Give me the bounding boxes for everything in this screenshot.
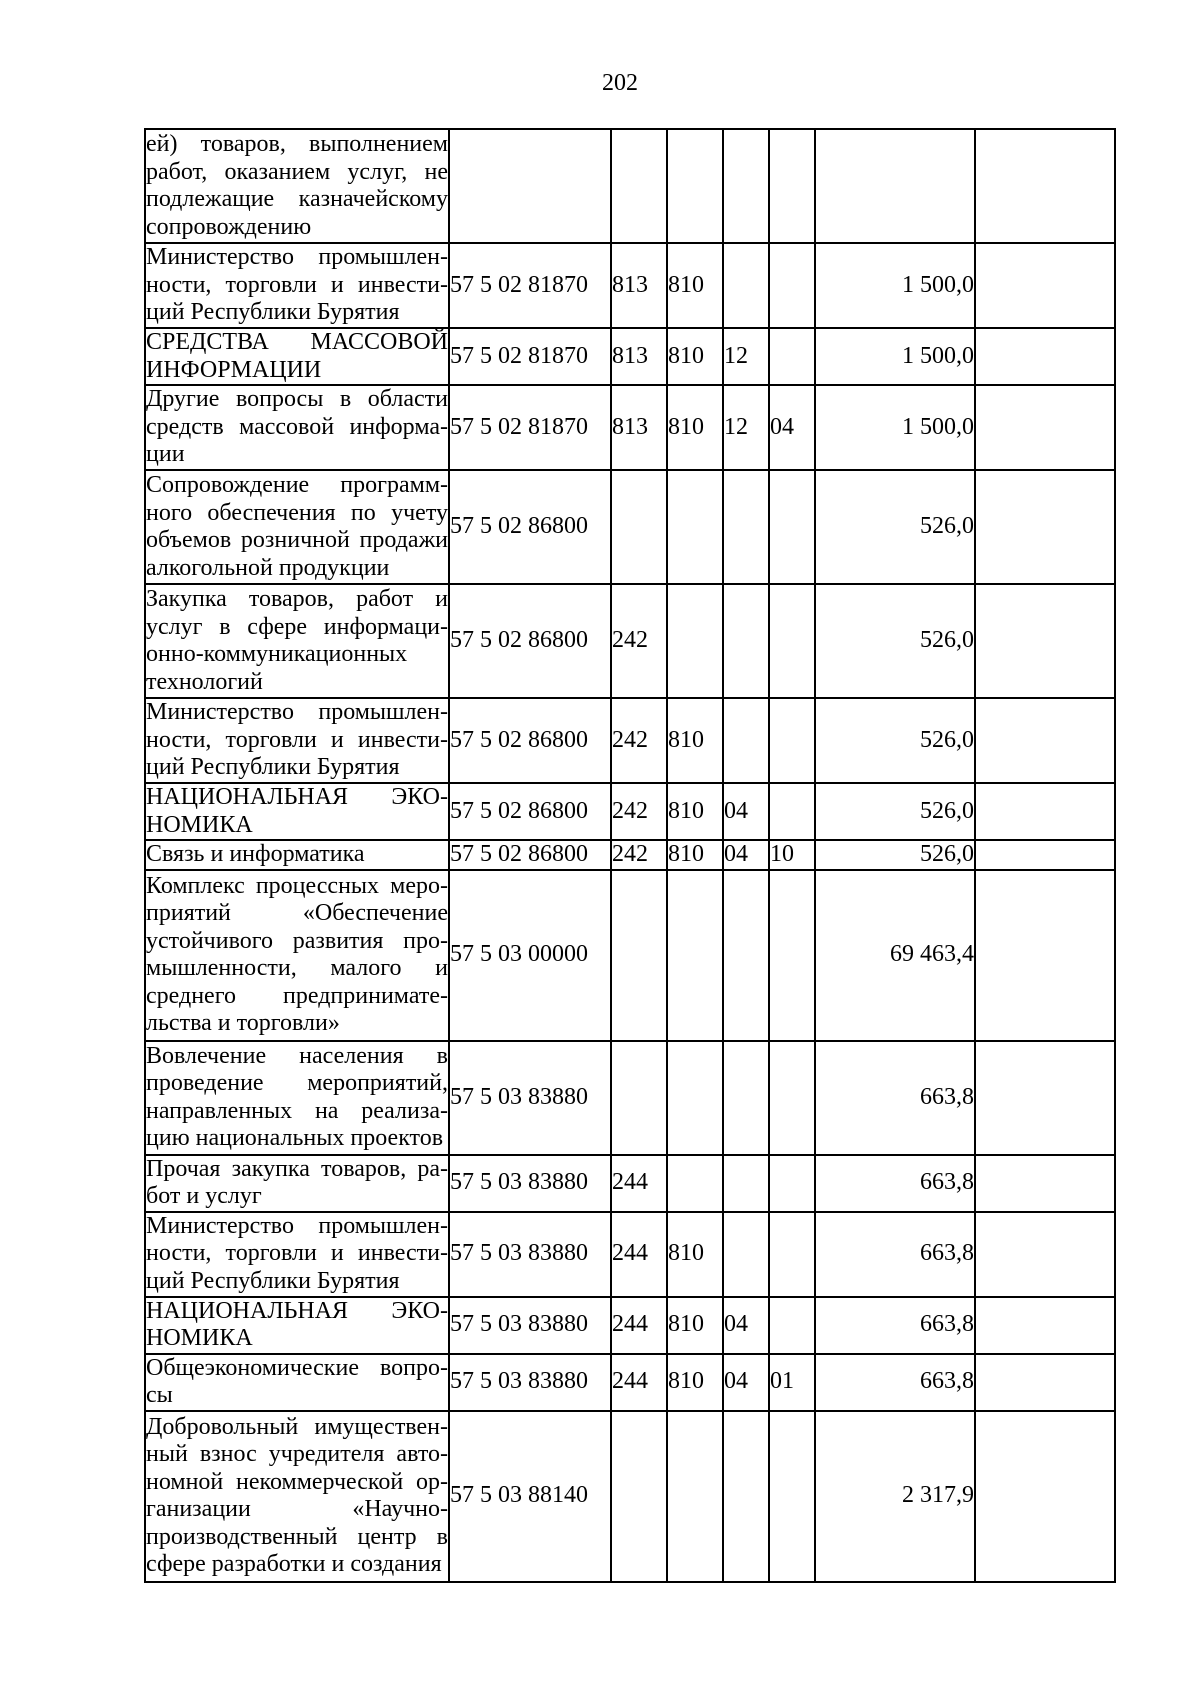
cell-section <box>723 870 769 1041</box>
cell-ministry-code <box>667 1411 723 1582</box>
cell-ministry-code: 810 <box>667 1354 723 1411</box>
cell-target-article: 57 5 02 86800 <box>449 470 611 584</box>
cell-expense-type: 242 <box>611 584 667 698</box>
cell-target-article: 57 5 03 83880 <box>449 1212 611 1297</box>
cell-name: Другие вопросы в области средств массовой информации <box>145 385 449 470</box>
cell-empty <box>975 1155 1115 1212</box>
cell-target-article: 57 5 02 86800 <box>449 698 611 783</box>
cell-section <box>723 470 769 584</box>
cell-empty <box>975 385 1115 470</box>
cell-empty <box>975 698 1115 783</box>
cell-empty <box>975 584 1115 698</box>
cell-amount: 526,0 <box>815 470 975 584</box>
cell-section: 04 <box>723 783 769 840</box>
table-row <box>145 129 1115 243</box>
cell-name: Закупка товаров, работ и услуг в сфере информационно-коммуникационных технологий <box>145 584 449 698</box>
cell-ministry-code <box>667 870 723 1041</box>
cell-ministry-code <box>667 1041 723 1155</box>
table-body <box>145 129 1115 1582</box>
cell-subsection: 10 <box>769 840 815 870</box>
cell-amount: 663,8 <box>815 1212 975 1297</box>
cell-amount: 663,8 <box>815 1354 975 1411</box>
cell-empty <box>975 870 1115 1041</box>
cell-amount: 663,8 <box>815 1155 975 1212</box>
cell-expense-type <box>611 1411 667 1582</box>
cell-name: Министерство промышленности, торговли и инвестиций Республики Бурятия <box>145 1212 449 1297</box>
cell-ministry-code: 810 <box>667 783 723 840</box>
cell-ministry-code: 810 <box>667 328 723 385</box>
cell-expense-type: 242 <box>611 698 667 783</box>
cell-target-article: 57 5 02 86800 <box>449 783 611 840</box>
budget-table <box>144 128 1116 1583</box>
cell-empty <box>975 129 1115 243</box>
cell-ministry-code <box>667 470 723 584</box>
table-row <box>145 243 1115 328</box>
cell-empty <box>975 243 1115 328</box>
cell-subsection <box>769 1155 815 1212</box>
cell-subsection <box>769 1411 815 1582</box>
cell-name: Сопровождение программного обеспечения по учету объемов розничной продажи алкогольной продукции <box>145 470 449 584</box>
cell-amount: 69 463,4 <box>815 870 975 1041</box>
cell-target-article: 57 5 03 83880 <box>449 1155 611 1212</box>
cell-empty <box>975 1411 1115 1582</box>
cell-target-article: 57 5 03 83880 <box>449 1354 611 1411</box>
cell-section <box>723 698 769 783</box>
cell-empty <box>975 840 1115 870</box>
cell-subsection <box>769 328 815 385</box>
cell-name: НАЦИОНАЛЬНАЯ ЭКОНОМИКА <box>145 1297 449 1354</box>
cell-subsection <box>769 1212 815 1297</box>
cell-target-article: 57 5 03 83880 <box>449 1297 611 1354</box>
cell-ministry-code <box>667 129 723 243</box>
table-row <box>145 470 1115 584</box>
cell-name: Вовлечение населения в проведение мероприятий, направленных на реализацию национальных проектов <box>145 1041 449 1155</box>
cell-expense-type: 813 <box>611 385 667 470</box>
page-number: 202 <box>602 70 638 96</box>
cell-subsection <box>769 129 815 243</box>
table-row <box>145 328 1115 385</box>
cell-amount: 526,0 <box>815 840 975 870</box>
table-row <box>145 1297 1115 1354</box>
cell-name: Связь и информатика <box>145 840 449 870</box>
cell-amount: 526,0 <box>815 783 975 840</box>
cell-expense-type <box>611 1041 667 1155</box>
cell-expense-type: 244 <box>611 1155 667 1212</box>
cell-name: Прочая закупка товаров, работ и услуг <box>145 1155 449 1212</box>
cell-empty <box>975 783 1115 840</box>
cell-section: 12 <box>723 385 769 470</box>
cell-empty <box>975 1041 1115 1155</box>
cell-section <box>723 1041 769 1155</box>
cell-name: Общеэкономические вопросы <box>145 1354 449 1411</box>
cell-section: 04 <box>723 1354 769 1411</box>
cell-amount: 1 500,0 <box>815 385 975 470</box>
cell-empty <box>975 328 1115 385</box>
cell-section <box>723 1155 769 1212</box>
cell-section: 12 <box>723 328 769 385</box>
cell-name: Добровольный имущественный взнос учредителя автономной некоммерческой организации «Научно-производственный центр в сфере разработки и создания <box>145 1411 449 1582</box>
cell-target-article: 57 5 03 83880 <box>449 1041 611 1155</box>
table-row <box>145 1354 1115 1411</box>
table-row <box>145 698 1115 783</box>
table-row <box>145 783 1115 840</box>
cell-subsection <box>769 243 815 328</box>
cell-ministry-code: 810 <box>667 1297 723 1354</box>
cell-subsection <box>769 584 815 698</box>
cell-ministry-code: 810 <box>667 698 723 783</box>
cell-expense-type <box>611 129 667 243</box>
cell-expense-type: 244 <box>611 1354 667 1411</box>
cell-amount: 663,8 <box>815 1297 975 1354</box>
table-row <box>145 385 1115 470</box>
cell-ministry-code: 810 <box>667 385 723 470</box>
cell-amount: 1 500,0 <box>815 328 975 385</box>
cell-name: Комплекс процессных мероприятий «Обеспечение устойчивого развития промышленности, малого и среднего предпринимательства и торговли» <box>145 870 449 1041</box>
cell-name: СРЕДСТВА МАССОВОЙ ИНФОРМАЦИИ <box>145 328 449 385</box>
cell-amount: 526,0 <box>815 584 975 698</box>
cell-target-article: 57 5 02 86800 <box>449 584 611 698</box>
cell-subsection <box>769 783 815 840</box>
table-row <box>145 840 1115 870</box>
cell-subsection <box>769 870 815 1041</box>
cell-subsection <box>769 470 815 584</box>
cell-subsection: 01 <box>769 1354 815 1411</box>
table-row <box>145 584 1115 698</box>
cell-target-article: 57 5 02 81870 <box>449 243 611 328</box>
cell-amount: 2 317,9 <box>815 1411 975 1582</box>
cell-section <box>723 1411 769 1582</box>
cell-expense-type: 244 <box>611 1212 667 1297</box>
cell-expense-type: 244 <box>611 1297 667 1354</box>
cell-amount: 1 500,0 <box>815 243 975 328</box>
cell-amount: 526,0 <box>815 698 975 783</box>
table-row <box>145 1041 1115 1155</box>
cell-expense-type: 242 <box>611 840 667 870</box>
cell-name: НАЦИОНАЛЬНАЯ ЭКОНОМИКА <box>145 783 449 840</box>
cell-target-article: 57 5 02 81870 <box>449 385 611 470</box>
cell-subsection <box>769 698 815 783</box>
cell-empty <box>975 1212 1115 1297</box>
cell-name: ей) товаров, выполнением работ, оказанием услуг, не подлежащие казначейскому сопровождению <box>145 129 449 243</box>
table-row <box>145 1155 1115 1212</box>
cell-target-article: 57 5 02 81870 <box>449 328 611 385</box>
table-row <box>145 1411 1115 1582</box>
table-row <box>145 1212 1115 1297</box>
cell-amount: 663,8 <box>815 1041 975 1155</box>
cell-expense-type: 813 <box>611 243 667 328</box>
cell-section <box>723 129 769 243</box>
cell-ministry-code: 810 <box>667 840 723 870</box>
cell-section <box>723 1212 769 1297</box>
cell-expense-type <box>611 870 667 1041</box>
cell-ministry-code <box>667 1155 723 1212</box>
cell-empty <box>975 1297 1115 1354</box>
cell-amount <box>815 129 975 243</box>
cell-subsection: 04 <box>769 385 815 470</box>
cell-name: Министерство промышленности, торговли и инвестиций Республики Бурятия <box>145 698 449 783</box>
cell-target-article: 57 5 03 88140 <box>449 1411 611 1582</box>
cell-expense-type: 813 <box>611 328 667 385</box>
cell-section <box>723 584 769 698</box>
cell-section <box>723 243 769 328</box>
cell-subsection <box>769 1297 815 1354</box>
cell-expense-type: 242 <box>611 783 667 840</box>
cell-target-article: 57 5 02 86800 <box>449 840 611 870</box>
cell-target-article <box>449 129 611 243</box>
cell-target-article: 57 5 03 00000 <box>449 870 611 1041</box>
cell-section: 04 <box>723 840 769 870</box>
cell-empty <box>975 470 1115 584</box>
cell-name: Министерство промышленности, торговли и инвестиций Республики Бурятия <box>145 243 449 328</box>
cell-ministry-code <box>667 584 723 698</box>
cell-ministry-code: 810 <box>667 243 723 328</box>
table-row <box>145 870 1115 1041</box>
cell-expense-type <box>611 470 667 584</box>
cell-subsection <box>769 1041 815 1155</box>
cell-empty <box>975 1354 1115 1411</box>
cell-section: 04 <box>723 1297 769 1354</box>
cell-ministry-code: 810 <box>667 1212 723 1297</box>
